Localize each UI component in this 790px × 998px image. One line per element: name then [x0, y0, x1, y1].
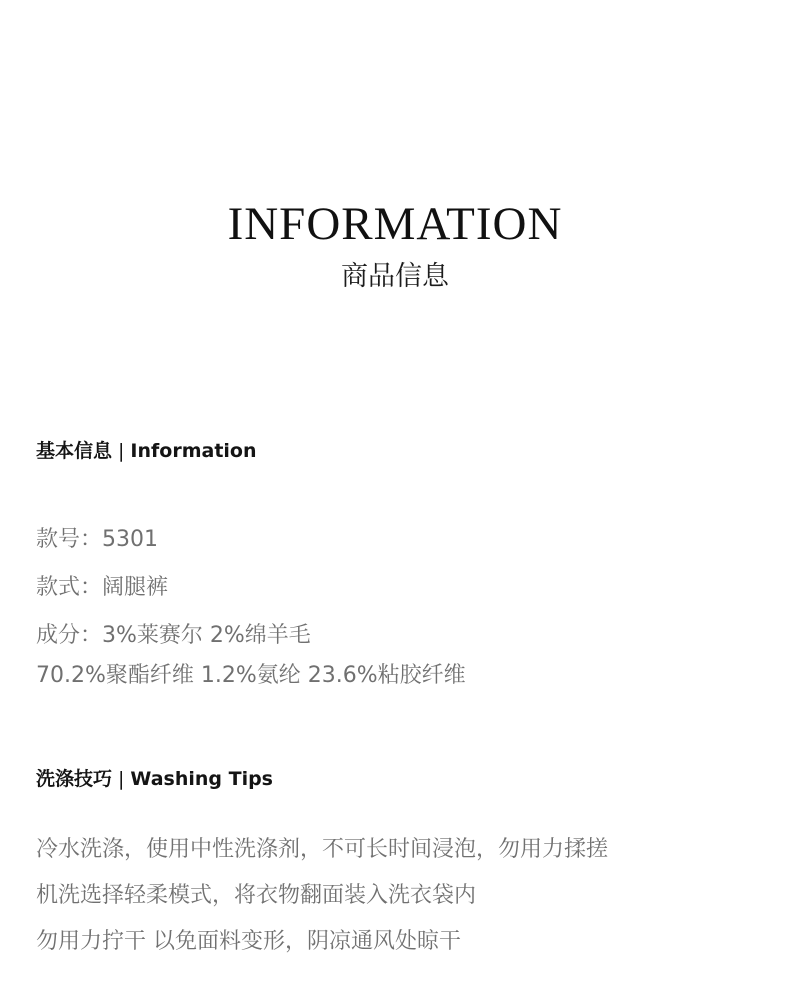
- washing-tip-1: 冷水洗涤，使用中性洗涤剂，不可长时间浸泡，勿用力揉搓: [36, 837, 609, 862]
- style-number-value: 5301: [102, 527, 159, 552]
- page-title: INFORMATION: [227, 198, 563, 250]
- composition-line-1: 3%莱赛尔 2%绵羊毛: [102, 623, 311, 648]
- style-number-row: [36, 524, 158, 556]
- washing-tip-2: 机洗选择轻柔模式，将衣物翻面装入洗衣袋内: [36, 883, 477, 908]
- style-row: [36, 572, 168, 604]
- washing-tip-3: 勿用力拧干 以免面料变形，阴凉通风处晾干: [36, 929, 461, 954]
- page-subtitle: 商品信息: [341, 261, 449, 292]
- washing-tips-heading: [36, 765, 273, 793]
- composition-row: [36, 620, 311, 652]
- washing-heading-cn: 洗涤技巧: [36, 768, 113, 790]
- style-label: 款式：: [36, 575, 103, 600]
- style-value: 阔腿裤: [102, 575, 169, 600]
- style-number-label: 款号：: [36, 527, 103, 552]
- basic-info-heading-cn: 基本信息: [36, 440, 113, 462]
- basic-info-heading: [36, 437, 257, 465]
- composition-line-2: 70.2%聚酯纤维 1.2%氨纶 23.6%粘胶纤维: [36, 663, 466, 688]
- heading-separator: |: [118, 440, 125, 462]
- washing-heading-en: Washing Tips: [130, 768, 273, 790]
- composition-label: 成分：: [36, 623, 103, 648]
- heading-separator: |: [118, 768, 125, 790]
- basic-info-heading-en: Information: [130, 440, 257, 462]
